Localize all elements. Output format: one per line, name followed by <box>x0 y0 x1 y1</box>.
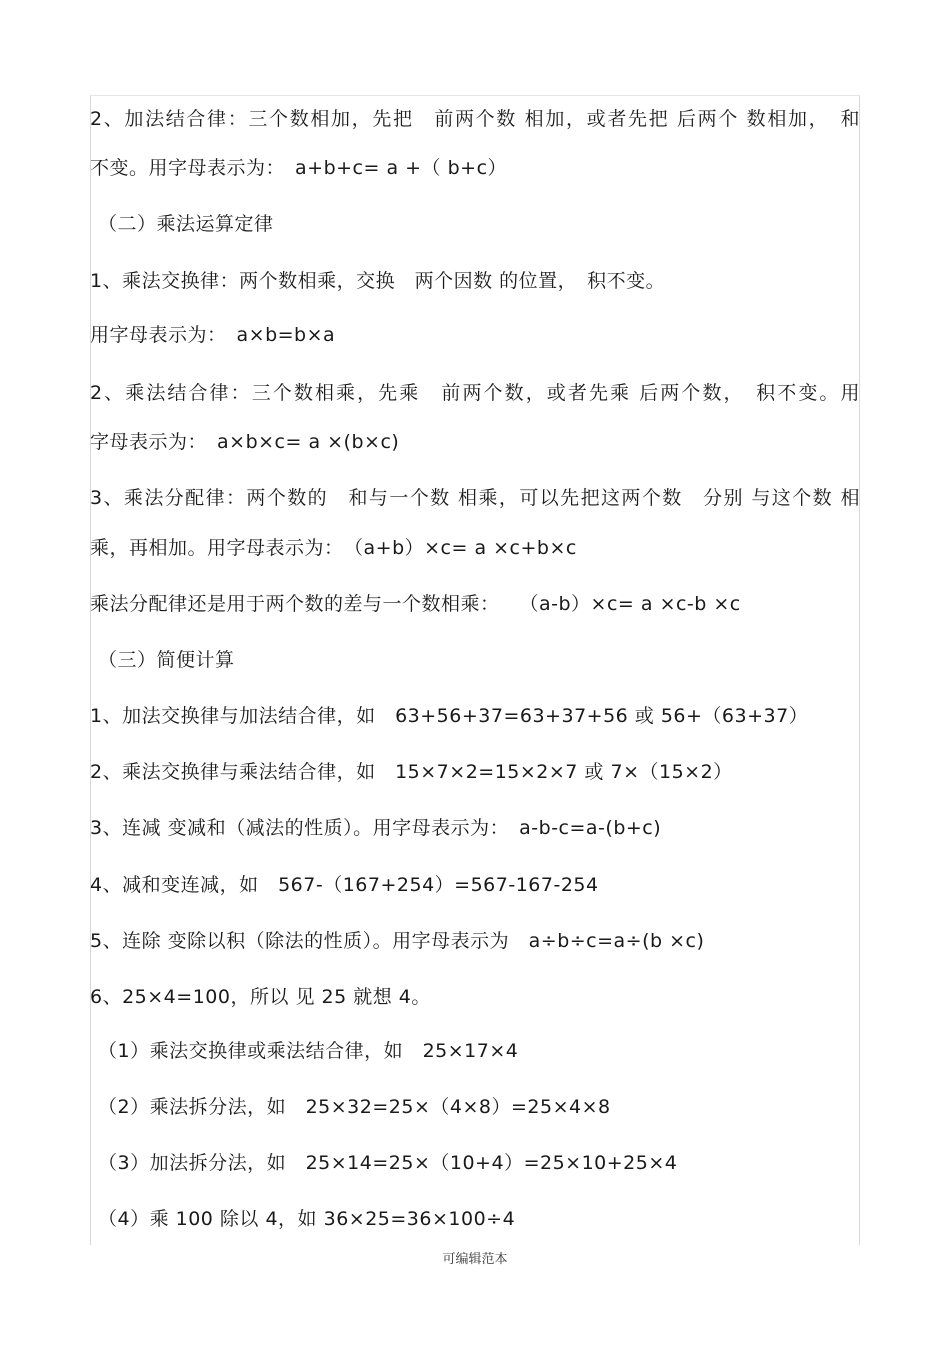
section-heading-simplification: （三）简便计算 <box>98 649 235 671</box>
section-heading-multiplication: （二）乘法运算定律 <box>98 213 274 235</box>
text-line-20: （3）加法拆分法，如 25×14=25×（10+4）=25×10+25×4 <box>98 1152 678 1174</box>
text-line-18: （1）乘法交换律或乘法结合律，如 25×17×4 <box>98 1040 519 1062</box>
text-line-12: 1、加法交换律与加法结合律，如 63+56+37=63+37+56 或 56+（63+37） <box>90 705 809 727</box>
text-line-5: 用字母表示为： a×b=b×a <box>90 324 336 346</box>
text-line-9: 乘，再相加。用字母表示为： （a+b）×c= a ×c+b×c <box>90 537 577 559</box>
text-line-4: 1、乘法交换律：两个数相乘，交换 两个因数 的位置， 积不变。 <box>90 270 666 292</box>
text-line-6: 2、乘法结合律：三个数相乘，先乘 前两个数，或者先乘 后两个数， 积不变。用 <box>90 382 860 404</box>
text-line-14: 3、连减 变减和（减法的性质）。用字母表示为： a-b-c=a-(b+c) <box>90 817 662 839</box>
text-line-2: 不变。用字母表示为： a+b+c= a +（ b+c） <box>90 157 508 179</box>
text-line-17: 6、25×4=100，所以 见 25 就想 4。 <box>90 986 431 1008</box>
text-line-10: 乘法分配律还是用于两个数的差与一个数相乘： （a-b）×c= a ×c-b ×c <box>90 593 741 615</box>
text-line-15: 4、减和变连减，如 567-（167+254）=567-167-254 <box>90 874 599 896</box>
text-line-13: 2、乘法交换律与乘法结合律，如 15×7×2=15×2×7 或 7×（15×2） <box>90 761 733 783</box>
text-line-8: 3、乘法分配律：两个数的 和与一个数 相乘，可以先把这两个数 分别 与这个数 相 <box>90 487 860 509</box>
text-line-1: 2、加法结合律：三个数相加，先把 前两个数 相加，或者先把 后两个 数相加， 和 <box>90 108 860 130</box>
text-line-7: 字母表示为： a×b×c= a ×(b×c) <box>90 431 400 453</box>
text-line-21: （4）乘 100 除以 4，如 36×25=36×100÷4 <box>98 1208 516 1230</box>
text-line-19: （2）乘法拆分法，如 25×32=25×（4×8）=25×4×8 <box>98 1096 611 1118</box>
page-footer: 可编辑范本 <box>442 1252 508 1267</box>
text-line-16: 5、连除 变除以积（除法的性质）。用字母表示为 a÷b÷c=a÷(b ×c) <box>90 930 705 952</box>
